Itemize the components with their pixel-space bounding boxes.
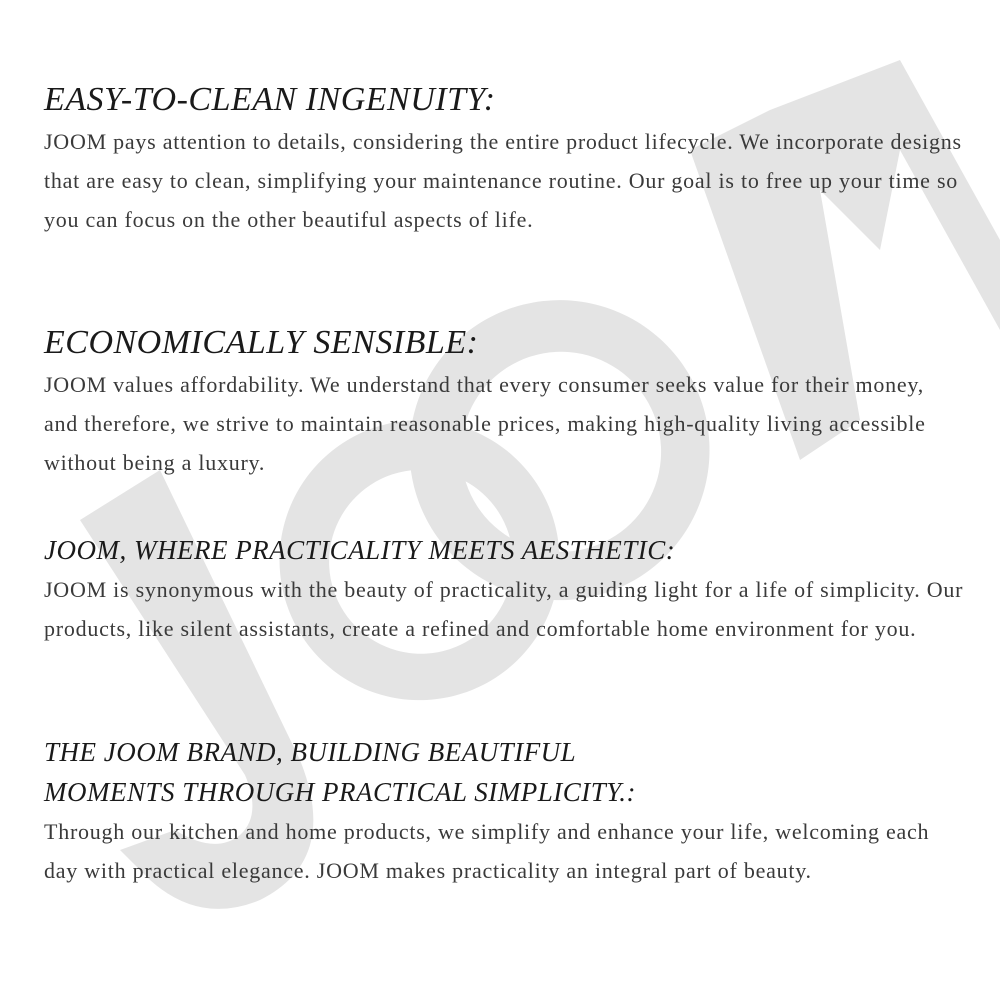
section-heading-line-1: THE JOOM BRAND, BUILDING BEAUTIFUL [44,737,577,767]
section-easy-to-clean [44,80,964,239]
section-body: JOOM pays attention to details, considering the entire product lifecycle. We incorporate designs that are easy to clean, simplifying your maintenance routine. Our goal is to free up your time so you can focus on the other beautiful aspects of life. [44,129,962,232]
section-practicality-meets-aesthetic [44,530,964,648]
section-body: JOOM values affordability. We understand that every consumer seeks value for their money, and therefore, we strive to maintain reasonable prices, making high-quality living accessible without being a luxury. [44,372,926,475]
section-joom-brand [44,732,964,890]
section-heading: JOOM, WHERE PRACTICALITY MEETS AESTHETIC: [44,535,676,565]
section-body: Through our kitchen and home products, we simplify and enhance your life, welcoming each day with practical elegance. JOOM makes practicality an integral part of beauty. [44,819,930,883]
section-body: JOOM is synonymous with the beauty of practicality, a guiding light for a life of simplicity. Our products, like silent assistants, create a refined and comfortable home environment for you. [44,577,964,641]
section-heading [44,732,964,812]
section-heading: ECONOMICALLY SENSIBLE: [44,324,479,361]
section-heading: EASY-TO-CLEAN INGENUITY: [44,81,496,118]
section-economically-sensible [44,323,964,482]
section-heading-line-2: MOMENTS THROUGH PRACTICAL SIMPLICITY.: [44,777,637,807]
